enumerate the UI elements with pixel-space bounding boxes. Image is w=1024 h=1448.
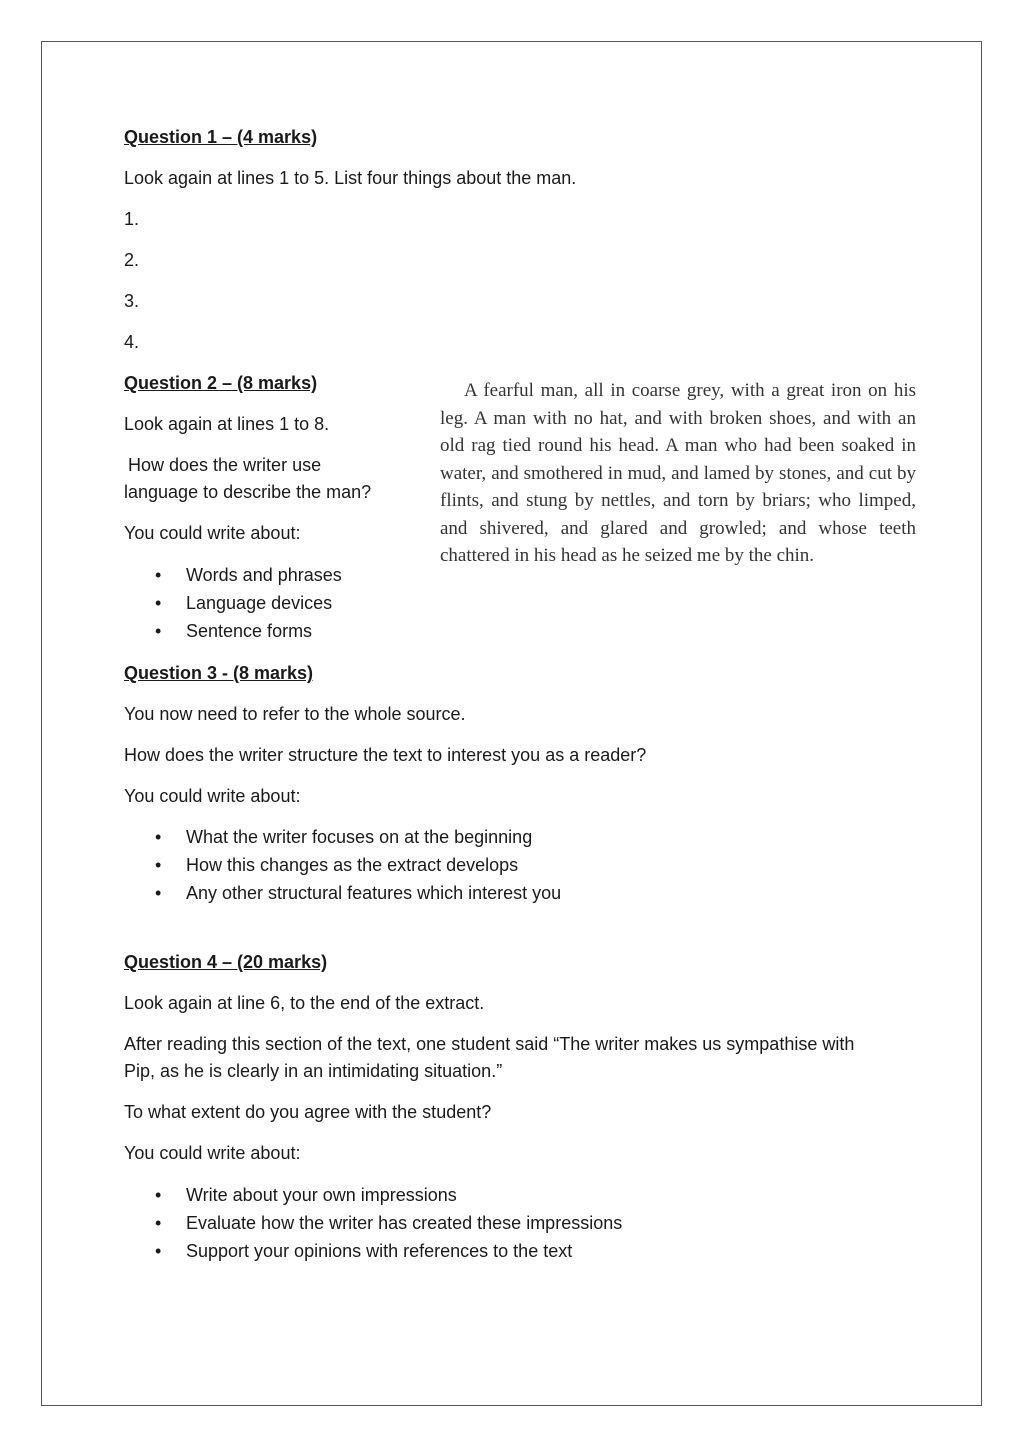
question-4-bullet-3: Support your opinions with references to the text bbox=[186, 1241, 573, 1261]
question-2-could-write: You could write about: bbox=[124, 523, 301, 543]
question-4-prompt-1: Look again at line 6, to the end of the extract. bbox=[124, 993, 485, 1013]
bullet-icon: • bbox=[155, 565, 162, 585]
question-2-bullet-2: Language devices bbox=[186, 593, 333, 613]
question-1-prompt: Look again at lines 1 to 5. List four things about the man. bbox=[124, 168, 577, 188]
bullet-icon: • bbox=[155, 855, 162, 875]
question-4-heading: Question 4 – (20 marks) bbox=[124, 952, 328, 972]
question-4-could-write: You could write about: bbox=[124, 1143, 301, 1163]
question-3-bullet-1: What the writer focuses on at the beginning bbox=[186, 827, 533, 847]
bullet-icon: • bbox=[155, 1185, 162, 1205]
question-3-bullet-2: How this changes as the extract develops bbox=[186, 855, 519, 875]
question-2-bullet-1: Words and phrases bbox=[186, 565, 342, 585]
answer-line-1-label: 1. bbox=[124, 209, 140, 229]
question-2-prompt-lines: Look again at lines 1 to 8. bbox=[124, 414, 330, 434]
question-3-prompt-2: How does the writer structure the text to interest you as a reader? bbox=[124, 745, 647, 765]
answer-line-4-label: 4. bbox=[124, 332, 140, 352]
question-4-prompt-2-line-2: Pip, as he is clearly in an intimidating situation.” bbox=[124, 1061, 503, 1081]
bullet-icon: • bbox=[155, 1213, 162, 1233]
bullet-icon: • bbox=[155, 827, 162, 847]
question-4-bullet-1: Write about your own impressions bbox=[186, 1185, 457, 1205]
question-3-bullet-3: Any other structural features which interest you bbox=[186, 883, 562, 903]
question-3-heading: Question 3 - (8 marks) bbox=[124, 663, 314, 683]
question-2-bullet-3: Sentence forms bbox=[186, 621, 313, 641]
answer-line-3-label: 3. bbox=[124, 291, 140, 311]
question-3-prompt-1: You now need to refer to the whole source. bbox=[124, 704, 466, 724]
bullet-icon: • bbox=[155, 883, 162, 903]
question-1-heading: Question 1 – (4 marks) bbox=[124, 127, 318, 147]
bullet-icon: • bbox=[155, 621, 162, 641]
question-4-prompt-2-line-1: After reading this section of the text, one student said “The writer makes us sympathise with bbox=[124, 1034, 855, 1054]
bullet-icon: • bbox=[155, 1241, 162, 1261]
question-2-prompt-line-1: How does the writer use bbox=[128, 455, 322, 475]
question-4-prompt-3: To what extent do you agree with the student? bbox=[124, 1102, 492, 1122]
source-extract: A fearful man, all in coarse grey, with a great iron on his leg. A man with no hat, and with broken shoes, and with an old rag tied round his head. A man who had been soaked in water, and smothered in mud, and lamed by stones, and cut by flints, and stung by nettles, and torn by briars; who limped, and shivered, and glared and growled; and whose teeth chattered in his head as he seized me by the chin. bbox=[440, 380, 916, 566]
question-3-could-write: You could write about: bbox=[124, 786, 301, 806]
answer-line-2-label: 2. bbox=[124, 250, 140, 270]
question-2-heading: Question 2 – (8 marks) bbox=[124, 373, 318, 393]
question-4-bullet-2: Evaluate how the writer has created these impressions bbox=[186, 1213, 623, 1233]
bullet-icon: • bbox=[155, 593, 162, 613]
question-2-prompt-line-2: language to describe the man? bbox=[124, 482, 372, 502]
